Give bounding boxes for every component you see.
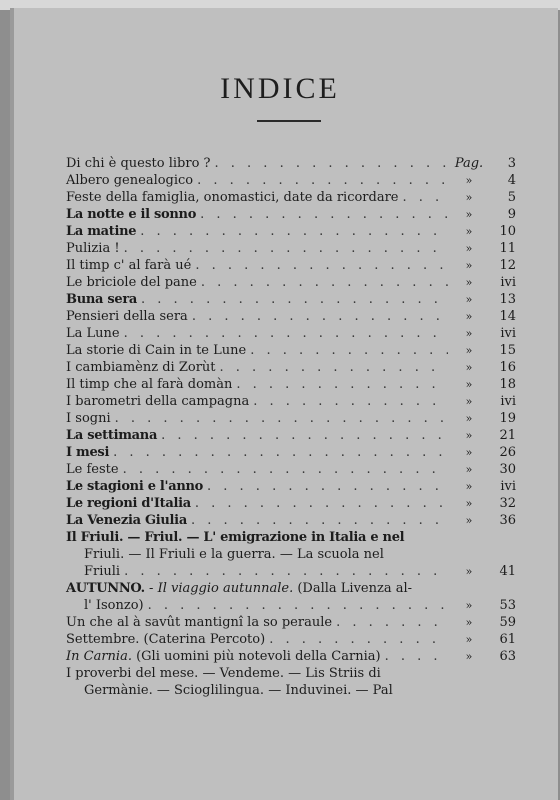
toc-entry-title: Il timp che al farà domàn (66, 377, 233, 392)
toc-entry (66, 325, 516, 342)
toc-entry-friuli (66, 529, 516, 580)
leader-dots (197, 172, 448, 189)
leader-dots (403, 189, 449, 206)
leader-dots (269, 631, 448, 648)
ditto-mark: » (465, 191, 473, 204)
toc-entry-title: Le regioni d'Italia (66, 496, 191, 511)
ditto-mark: » (465, 310, 473, 323)
toc-entry-title: Le stagioni e l'anno (66, 479, 204, 494)
toc-entry-autunno (66, 580, 516, 614)
toc-entry-title-italic: Il viaggio autunnale. (157, 581, 294, 596)
leader-dots (200, 206, 448, 223)
toc-entry-page: 9 (507, 207, 516, 222)
leader-dots (385, 648, 448, 665)
toc-entry-page: ivi (500, 394, 516, 409)
leader-dots (141, 291, 448, 308)
toc-entry-title: Pensieri della sera (66, 309, 188, 324)
toc-entry (66, 614, 516, 631)
toc-entry-proverbi (66, 665, 516, 699)
toc-entry (66, 495, 516, 512)
toc-entry-title: La settimana (66, 428, 158, 443)
ditto-mark: » (465, 463, 473, 476)
toc-entry-title: Il timp c' al farà ué (66, 258, 192, 273)
toc-entry-title: Le briciole del pane (66, 275, 197, 290)
ditto-mark: » (465, 616, 473, 629)
leader-dots (195, 495, 448, 512)
toc-entry (66, 376, 516, 393)
leader-dots (250, 342, 448, 359)
toc-entry (66, 342, 516, 359)
toc-entry-page: 18 (499, 377, 516, 392)
page-title: INDICE (220, 72, 340, 105)
toc-entry (66, 308, 516, 325)
toc-entry-title: Settembre. (Caterina Percoto) (66, 632, 266, 647)
toc-entry (66, 478, 516, 495)
leader-dots (253, 393, 448, 410)
toc-entry (66, 444, 516, 461)
toc-entry-title: La storie di Cain in te Lune (66, 343, 247, 358)
toc-entry-page: 10 (499, 224, 516, 239)
ditto-mark: » (465, 599, 473, 612)
toc-entry (66, 155, 516, 172)
separator: - (144, 581, 158, 596)
leader-dots (115, 410, 448, 427)
ditto-mark: » (465, 327, 473, 340)
toc-entry-title: La Lune (66, 326, 120, 341)
ditto-mark: » (465, 429, 473, 442)
toc-entry (66, 206, 516, 223)
ditto-mark: » (465, 480, 473, 493)
toc-entry-page: ivi (500, 326, 516, 341)
leader-dots (124, 563, 448, 580)
ditto-mark: » (465, 378, 473, 391)
leader-dots (124, 325, 448, 342)
leader-dots (207, 478, 448, 495)
leader-dots (123, 461, 448, 478)
toc-entry-page: 41 (499, 564, 516, 579)
leader-dots (201, 274, 448, 291)
toc-entry-title: Il Friuli. — Friul. — L' emigrazione in Italia e nel (66, 530, 405, 545)
leader-dots (148, 597, 448, 614)
ditto-mark: » (465, 293, 473, 306)
toc-entry-title: I cambiamènz di Zorùt (66, 360, 216, 375)
section-heading: AUTUNNO. (66, 581, 145, 596)
toc-entry-title-continued: Friuli (84, 564, 121, 579)
toc-entry-page: 12 (499, 258, 516, 273)
toc-entry-page: 4 (507, 173, 516, 188)
ditto-mark: » (465, 497, 473, 510)
toc-entry-page: 3 (507, 156, 516, 171)
toc-entry-title-continued: l' Isonzo) (84, 598, 144, 613)
ditto-mark: » (465, 412, 473, 425)
ditto-mark: » (465, 208, 473, 221)
ditto-mark: » (465, 633, 473, 646)
ditto-mark: » (465, 276, 473, 289)
toc-entry-title: I proverbi del mese. — Vendeme. — Lis Striis di (66, 666, 381, 681)
ditto-mark: » (465, 174, 473, 187)
toc-entry-title: Albero genealogico (66, 173, 194, 188)
toc-entry-title: Buna sera (66, 292, 138, 307)
toc-entry-page: 36 (499, 513, 516, 528)
ditto-mark: » (465, 344, 473, 357)
toc-entry (66, 291, 516, 308)
ditto-mark: » (465, 650, 473, 663)
toc-entry-page: 21 (499, 428, 516, 443)
pag-label: Pag. (454, 156, 484, 171)
toc-entry-page: 5 (507, 190, 516, 205)
toc-entry-title-italic: In Carnia. (66, 649, 132, 664)
toc-entry-title: Pulizia ! (66, 241, 120, 256)
leader-dots (191, 512, 448, 529)
toc-entry-title: (Gli uomini più notevoli della Carnia) (131, 649, 381, 664)
ditto-mark: » (465, 514, 473, 527)
toc-entry-page: 26 (499, 445, 516, 460)
toc-entry-page: 11 (499, 241, 516, 256)
toc-entry-page: 32 (499, 496, 516, 511)
leader-dots (220, 359, 448, 376)
toc-entry-page: 15 (499, 343, 516, 358)
leader-dots (195, 257, 448, 274)
toc-entry-title: Di chi è questo libro ? (66, 156, 211, 171)
toc-entry (66, 410, 516, 427)
toc-entry (66, 274, 516, 291)
toc-entry (66, 512, 516, 529)
toc-entry-title: I sogni (66, 411, 111, 426)
leader-dots (236, 376, 448, 393)
toc-entry-title: La notte e il sonno (66, 207, 197, 222)
toc-entry-title: La matine (66, 224, 137, 239)
ditto-mark: » (465, 446, 473, 459)
toc-entry-title-continued: Friuli. — Il Friuli e la guerra. — La scuola nel (84, 547, 384, 562)
toc-entry-page: ivi (500, 275, 516, 290)
toc-entry (66, 223, 516, 240)
leader-dots (113, 444, 448, 461)
ditto-mark: » (465, 259, 473, 272)
toc-entry (66, 461, 516, 478)
toc-entry-page: 53 (499, 598, 516, 613)
toc-entry (66, 359, 516, 376)
table-of-contents (66, 155, 516, 699)
ditto-mark: » (465, 242, 473, 255)
toc-entry (66, 427, 516, 444)
toc-entry-page: 16 (499, 360, 516, 375)
toc-entry-page: 61 (499, 632, 516, 647)
toc-entry-title: I mesi (66, 445, 110, 460)
title-underline (257, 120, 321, 122)
toc-entry (66, 240, 516, 257)
toc-entry-page: 19 (499, 411, 516, 426)
leader-dots (336, 614, 448, 631)
toc-entry-page: 30 (499, 462, 516, 477)
toc-entry-page: ivi (500, 479, 516, 494)
toc-entry-title: La Venezia Giulia (66, 513, 187, 528)
ditto-mark: » (465, 395, 473, 408)
ditto-mark: » (465, 361, 473, 374)
toc-entry-title: Un che al à savût mantignî la so peraule (66, 615, 333, 630)
toc-entry (66, 631, 516, 648)
ditto-mark: » (465, 225, 473, 238)
toc-entry-title: Le feste (66, 462, 119, 477)
toc-entry-page: 63 (499, 649, 516, 664)
toc-entry (66, 393, 516, 410)
toc-entry-page: 59 (499, 615, 516, 630)
toc-entry-title: I barometri della campagna (66, 394, 250, 409)
toc-entry (66, 257, 516, 274)
toc-entry (66, 189, 516, 206)
leader-dots (215, 155, 448, 172)
toc-entry-title-continued: Germànie. — Scioglilingua. — Induvinei. — Pal (84, 683, 393, 698)
leader-dots (140, 223, 448, 240)
toc-entry-page: 14 (499, 309, 516, 324)
toc-entry-page: 13 (499, 292, 516, 307)
toc-entry-title: Feste della famiglia, onomastici, date da ricordare (66, 190, 399, 205)
toc-entry-carnia (66, 648, 516, 665)
leader-dots (161, 427, 448, 444)
toc-entry-title: (Dalla Livenza al- (293, 581, 413, 596)
toc-entry (66, 172, 516, 189)
ditto-mark: » (465, 565, 473, 578)
leader-dots (124, 240, 448, 257)
leader-dots (192, 308, 448, 325)
